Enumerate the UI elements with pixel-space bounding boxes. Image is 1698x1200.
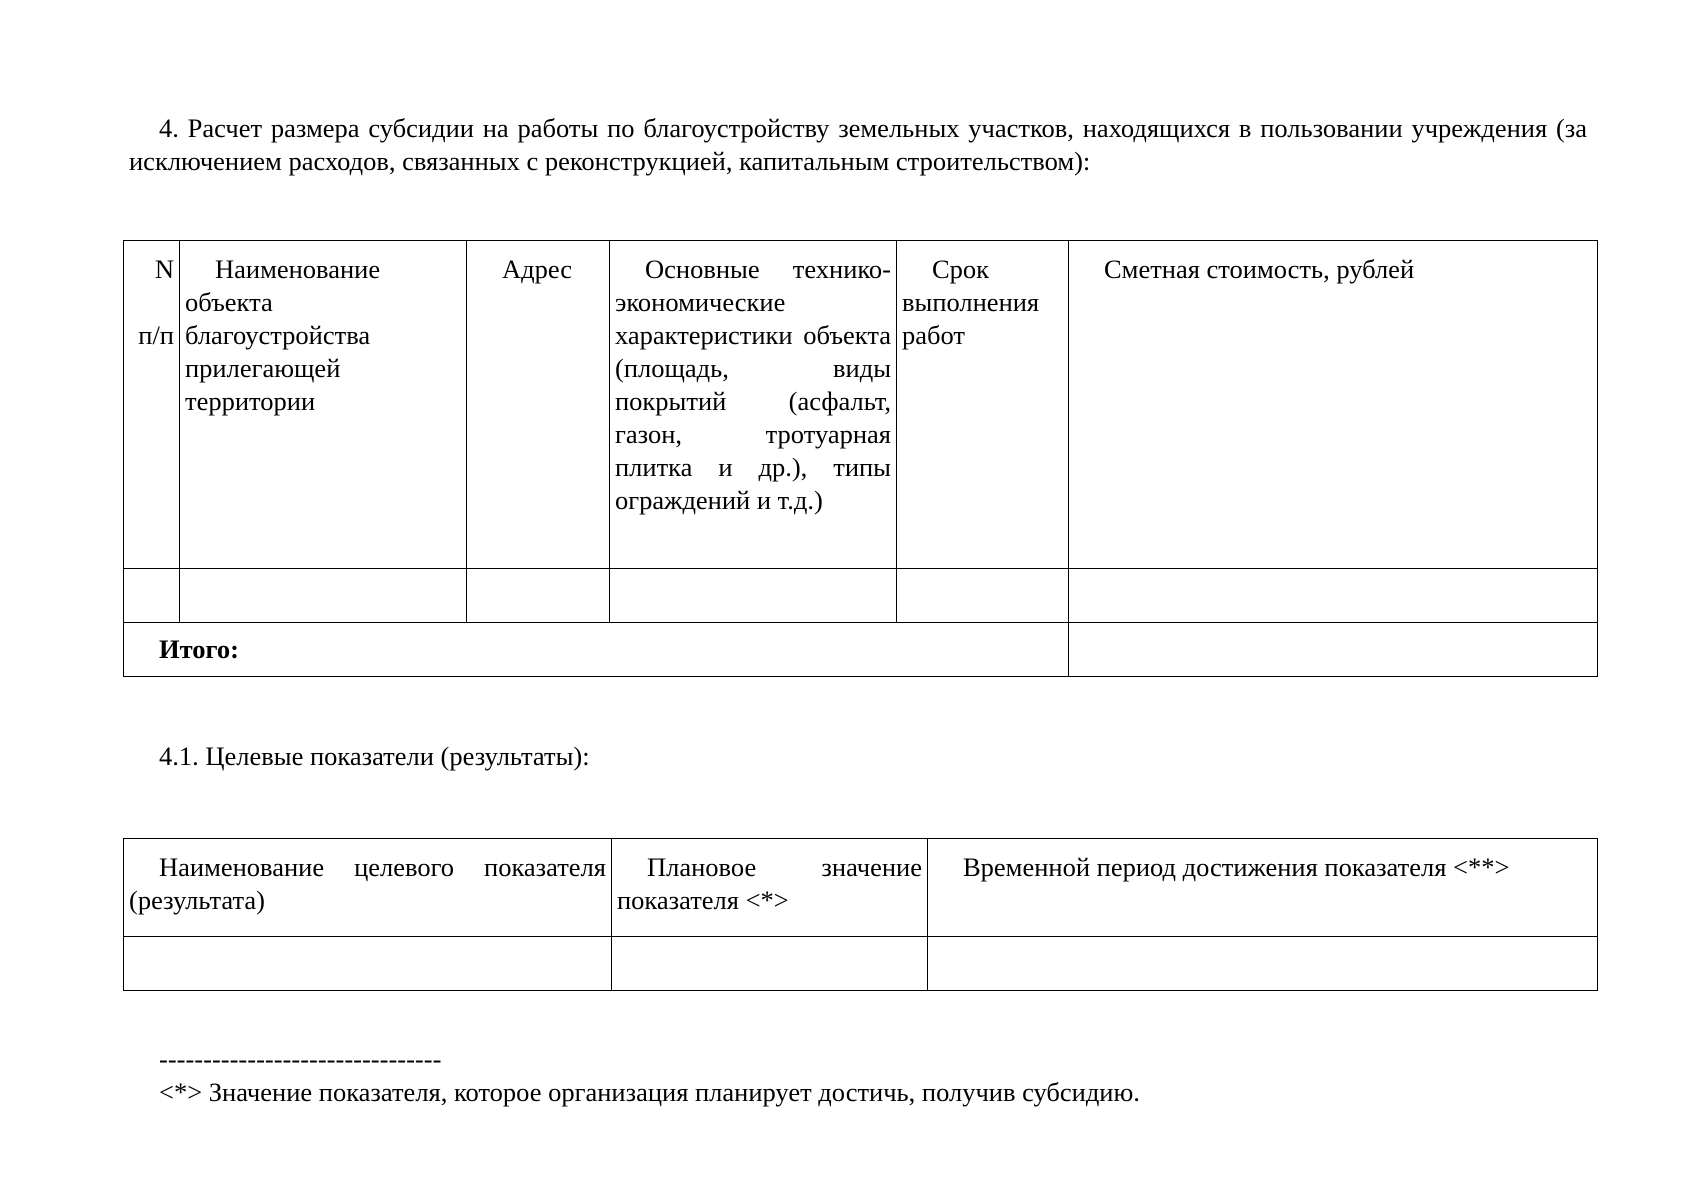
header-address: Адрес [467, 241, 610, 569]
table-header-row [124, 839, 1598, 937]
total-value-cell [1069, 623, 1598, 677]
table-header-row [124, 241, 1598, 569]
section-4-1-heading: 4.1. Целевые показатели (результаты): [159, 741, 590, 771]
header-number-top: N [154, 254, 174, 284]
table-cell [610, 569, 897, 623]
table-cell [1069, 569, 1598, 623]
header-period: Временной период достижения показателя <**> [928, 839, 1598, 937]
table-cell [467, 569, 610, 623]
subsidy-calculation-table [123, 240, 1598, 677]
table-row [124, 569, 1598, 623]
footnote-1: <*> Значение показателя, которое организация планирует достичь, получив субсидию. [159, 1077, 1140, 1107]
total-row [124, 623, 1598, 677]
table-row [124, 937, 1598, 991]
header-indicator-name: Наименование целевого показателя (результата) [124, 839, 612, 937]
table-cell [124, 937, 612, 991]
footnote-separator: -------------------------------- [159, 1044, 442, 1074]
total-label: Итого: [124, 623, 1069, 677]
table-cell [897, 569, 1069, 623]
table-cell [928, 937, 1598, 991]
header-planned-value: Плановое значение показателя <*> [612, 839, 928, 937]
table-cell [612, 937, 928, 991]
header-object-name: Наименование объекта благоустройства прилегающей территории [180, 241, 467, 569]
header-term: Срок выполнения работ [897, 241, 1069, 569]
header-characteristics: Основные технико-экономические характеристики объекта (площадь, виды покрытий (асфальт, газон, тротуарная плитка и др.), типы ограждений и т.д.) [610, 241, 897, 569]
target-indicators-table [123, 838, 1598, 991]
table-cell [180, 569, 467, 623]
header-number [124, 241, 180, 569]
table-cell [124, 569, 180, 623]
header-cost: Сметная стоимость, рублей [1069, 241, 1598, 569]
section-4-heading: 4. Расчет размера субсидии на работы по благоустройству земельных участков, находящихся в пользовании учреждения (за исключением расходов, связанных с реконструкцией, капитальным строительством): [129, 113, 1587, 176]
header-number-bottom: п/п [138, 320, 174, 350]
